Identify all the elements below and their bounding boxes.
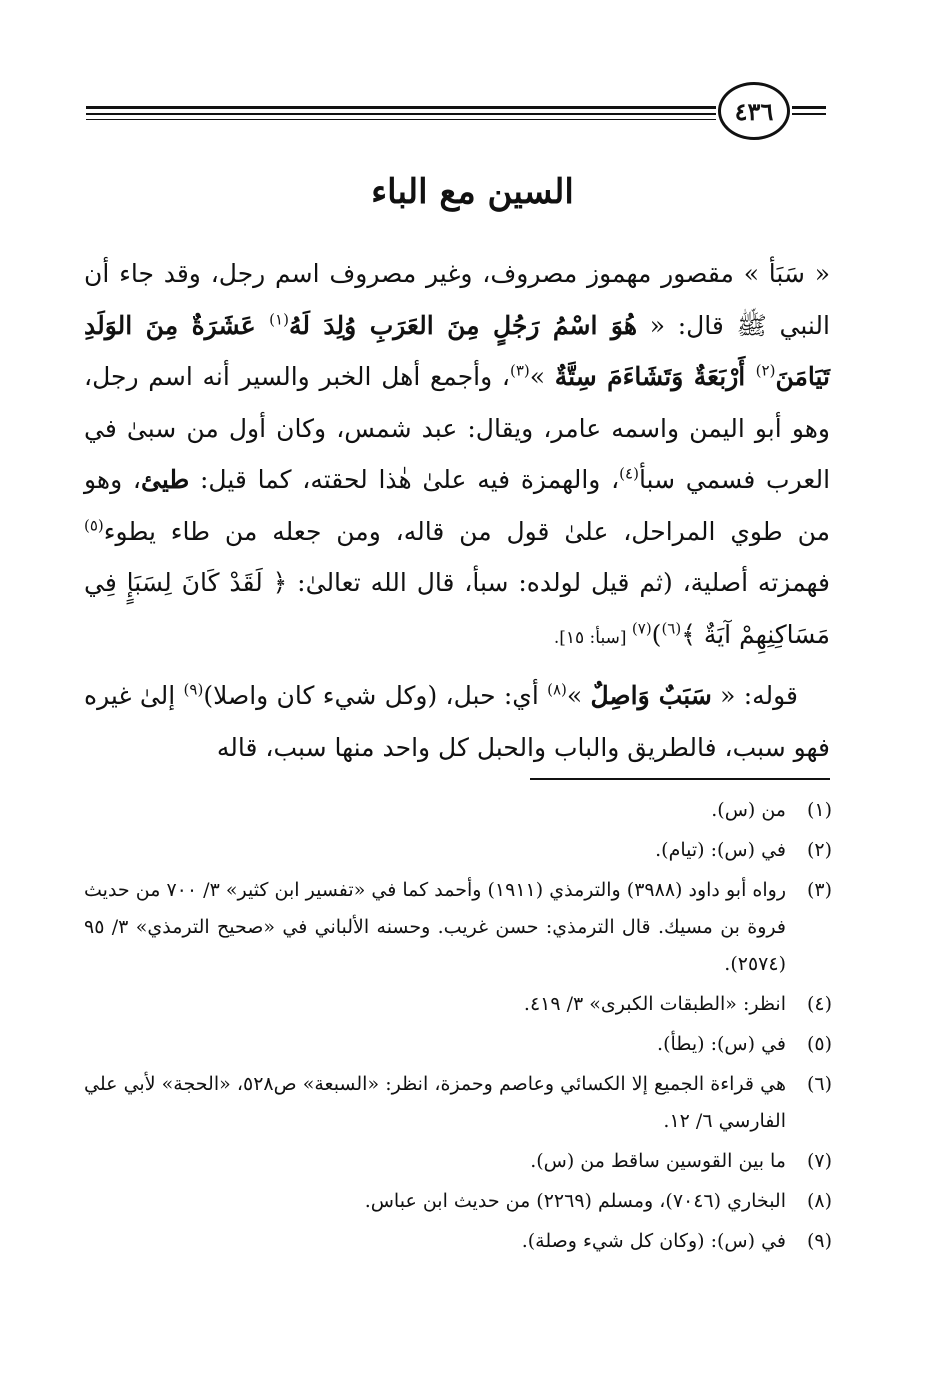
footnote <box>84 832 832 869</box>
header-rule <box>86 113 716 115</box>
footnote-number: (٩) <box>806 1230 832 1252</box>
header-rule <box>792 106 826 109</box>
footnote-number: (٢) <box>806 839 832 861</box>
footnote-number: (٦) <box>806 1073 832 1095</box>
footnote-marker: (١) <box>269 310 289 329</box>
footnote-text: انظر: «الطبقات الكبرى» ٣/ ٤١٩. <box>523 993 786 1015</box>
hadith-text: هُوَ اسْمُ رَجُلٍ مِنَ العَرَبِ وُلِدَ لَهُ <box>288 310 638 340</box>
text-run: ، وأجمع أهل الخبر والسير أنه اسم رجل، وهو أبو اليمن واسمه عامر، ويقال: عبد شمس، وكان أول من سبىٰ في العرب فسمي سبأ <box>84 362 831 494</box>
footnote <box>84 872 832 983</box>
footnote-marker: (٨) <box>547 680 567 699</box>
footnote-marker: (٧) <box>631 619 652 638</box>
header-rule <box>86 119 716 120</box>
footnote-text: البخاري (٧٠٤٦)، ومسلم (٢٢٦٩) من حديث ابن عباس. <box>364 1190 786 1212</box>
footnote-number: (٥) <box>806 1033 832 1055</box>
footnote-marker: (٦) <box>661 619 682 638</box>
text-run: ، وهو من طوي المراحل، علىٰ قول من قاله، ومن جعله من طاء يطوء <box>84 465 830 546</box>
text-run: أي: حبل، (وكل شيء كان واصلا) <box>203 681 548 710</box>
header-rule <box>792 113 826 115</box>
footnote-number: (٣) <box>806 879 832 901</box>
page-number: ٤٣٦ <box>718 82 790 140</box>
footnote-number: (٧) <box>806 1150 832 1172</box>
footnote-text: ما بين القوسين ساقط من (س). <box>530 1150 786 1172</box>
footnote <box>84 1223 832 1260</box>
footnote-marker: (٢) <box>755 361 776 380</box>
footnote-separator <box>530 778 830 780</box>
main-text <box>84 248 830 773</box>
chapter-title: السين مع الباء <box>371 172 574 212</box>
footnote <box>84 1143 832 1180</box>
footnote <box>84 1026 832 1063</box>
text-run: فهمزته أصلية، (ثم قيل لولده: سبأ، قال الله تعالىٰ: ﴿ لَقَدْ كَانَ لِسَبَإٍ فِي مَسَاكِنِهِمْ آيَةٌ ﴾ <box>84 568 830 649</box>
text-run: إلىٰ غيره فهو سبب، فالطريق والباب والحبل كل واحد منها سبب، قاله <box>84 681 830 762</box>
header-rule <box>86 106 716 109</box>
footnote <box>84 1183 832 1220</box>
quran-reference: [سبأ: ١٥]. <box>553 627 632 648</box>
footnote-number: (١) <box>806 799 832 821</box>
text-run: » <box>529 362 555 391</box>
text-run: قوله: « <box>711 681 798 710</box>
paragraph <box>84 248 830 664</box>
text-run: « سَبَأ » مقصور مهموز مصروف، وغير مصروف اسم رجل، وقد جاء أن النبي ﷺ قال: « <box>84 259 830 340</box>
footnote-text: هي قراءة الجميع إلا الكسائي وعاصم وحمزة، انظر: «السبعة» ص٥٢٨، «الحجة» لأبي علي الفارسي ٦/ ١٢. <box>84 1073 786 1132</box>
footnote-marker: (٩) <box>183 680 204 699</box>
footnote-text: في (س): (تيام). <box>655 839 786 861</box>
page-header <box>86 82 826 142</box>
paragraph <box>84 670 830 773</box>
hadith-text: سَبَبٌ وَاصِلٌ <box>590 681 712 710</box>
text-run: ، والهمزة فيه علىٰ هٰذا لحقته، كما قيل: <box>189 465 620 494</box>
footnote-marker: (٥) <box>84 516 104 535</box>
text-run: » <box>566 681 591 710</box>
footnote-number: (٨) <box>806 1190 832 1212</box>
footnote-number: (٤) <box>806 993 832 1015</box>
footnote-text: من (س). <box>711 799 786 821</box>
footnote-text: في (س): (وكان كل شيء وصلة). <box>521 1230 786 1252</box>
footnote <box>84 986 832 1023</box>
text-run: ) <box>651 619 662 649</box>
footnotes <box>84 792 832 1263</box>
footnote-marker: (٣) <box>509 361 530 380</box>
hadith-text: أَرْبَعَةٌ وَتَشَاءَمَ سِتَّةٌ <box>554 362 756 391</box>
footnote-marker: (٤) <box>619 464 639 483</box>
footnote-text: في (س): (يطأ). <box>657 1033 786 1055</box>
hadith-text: عَشَرَةٌ مِنَ الوَلَدِ تَيَامَنَ <box>84 310 830 391</box>
footnote <box>84 792 832 829</box>
emphasized-word: طيئ <box>140 465 190 494</box>
footnote-text: رواه أبو داود (٣٩٨٨) والترمذي (١٩١١) وأحمد كما في «تفسير ابن كثير» ٣/ ٧٠٠ من حديث فروة بن مسيك. قال الترمذي: حسن غريب. وحسنه الألباني في «صحيح الترمذي» ٣/ ٩٥ (٢٥٧٤). <box>84 879 786 975</box>
footnote <box>84 1066 832 1140</box>
